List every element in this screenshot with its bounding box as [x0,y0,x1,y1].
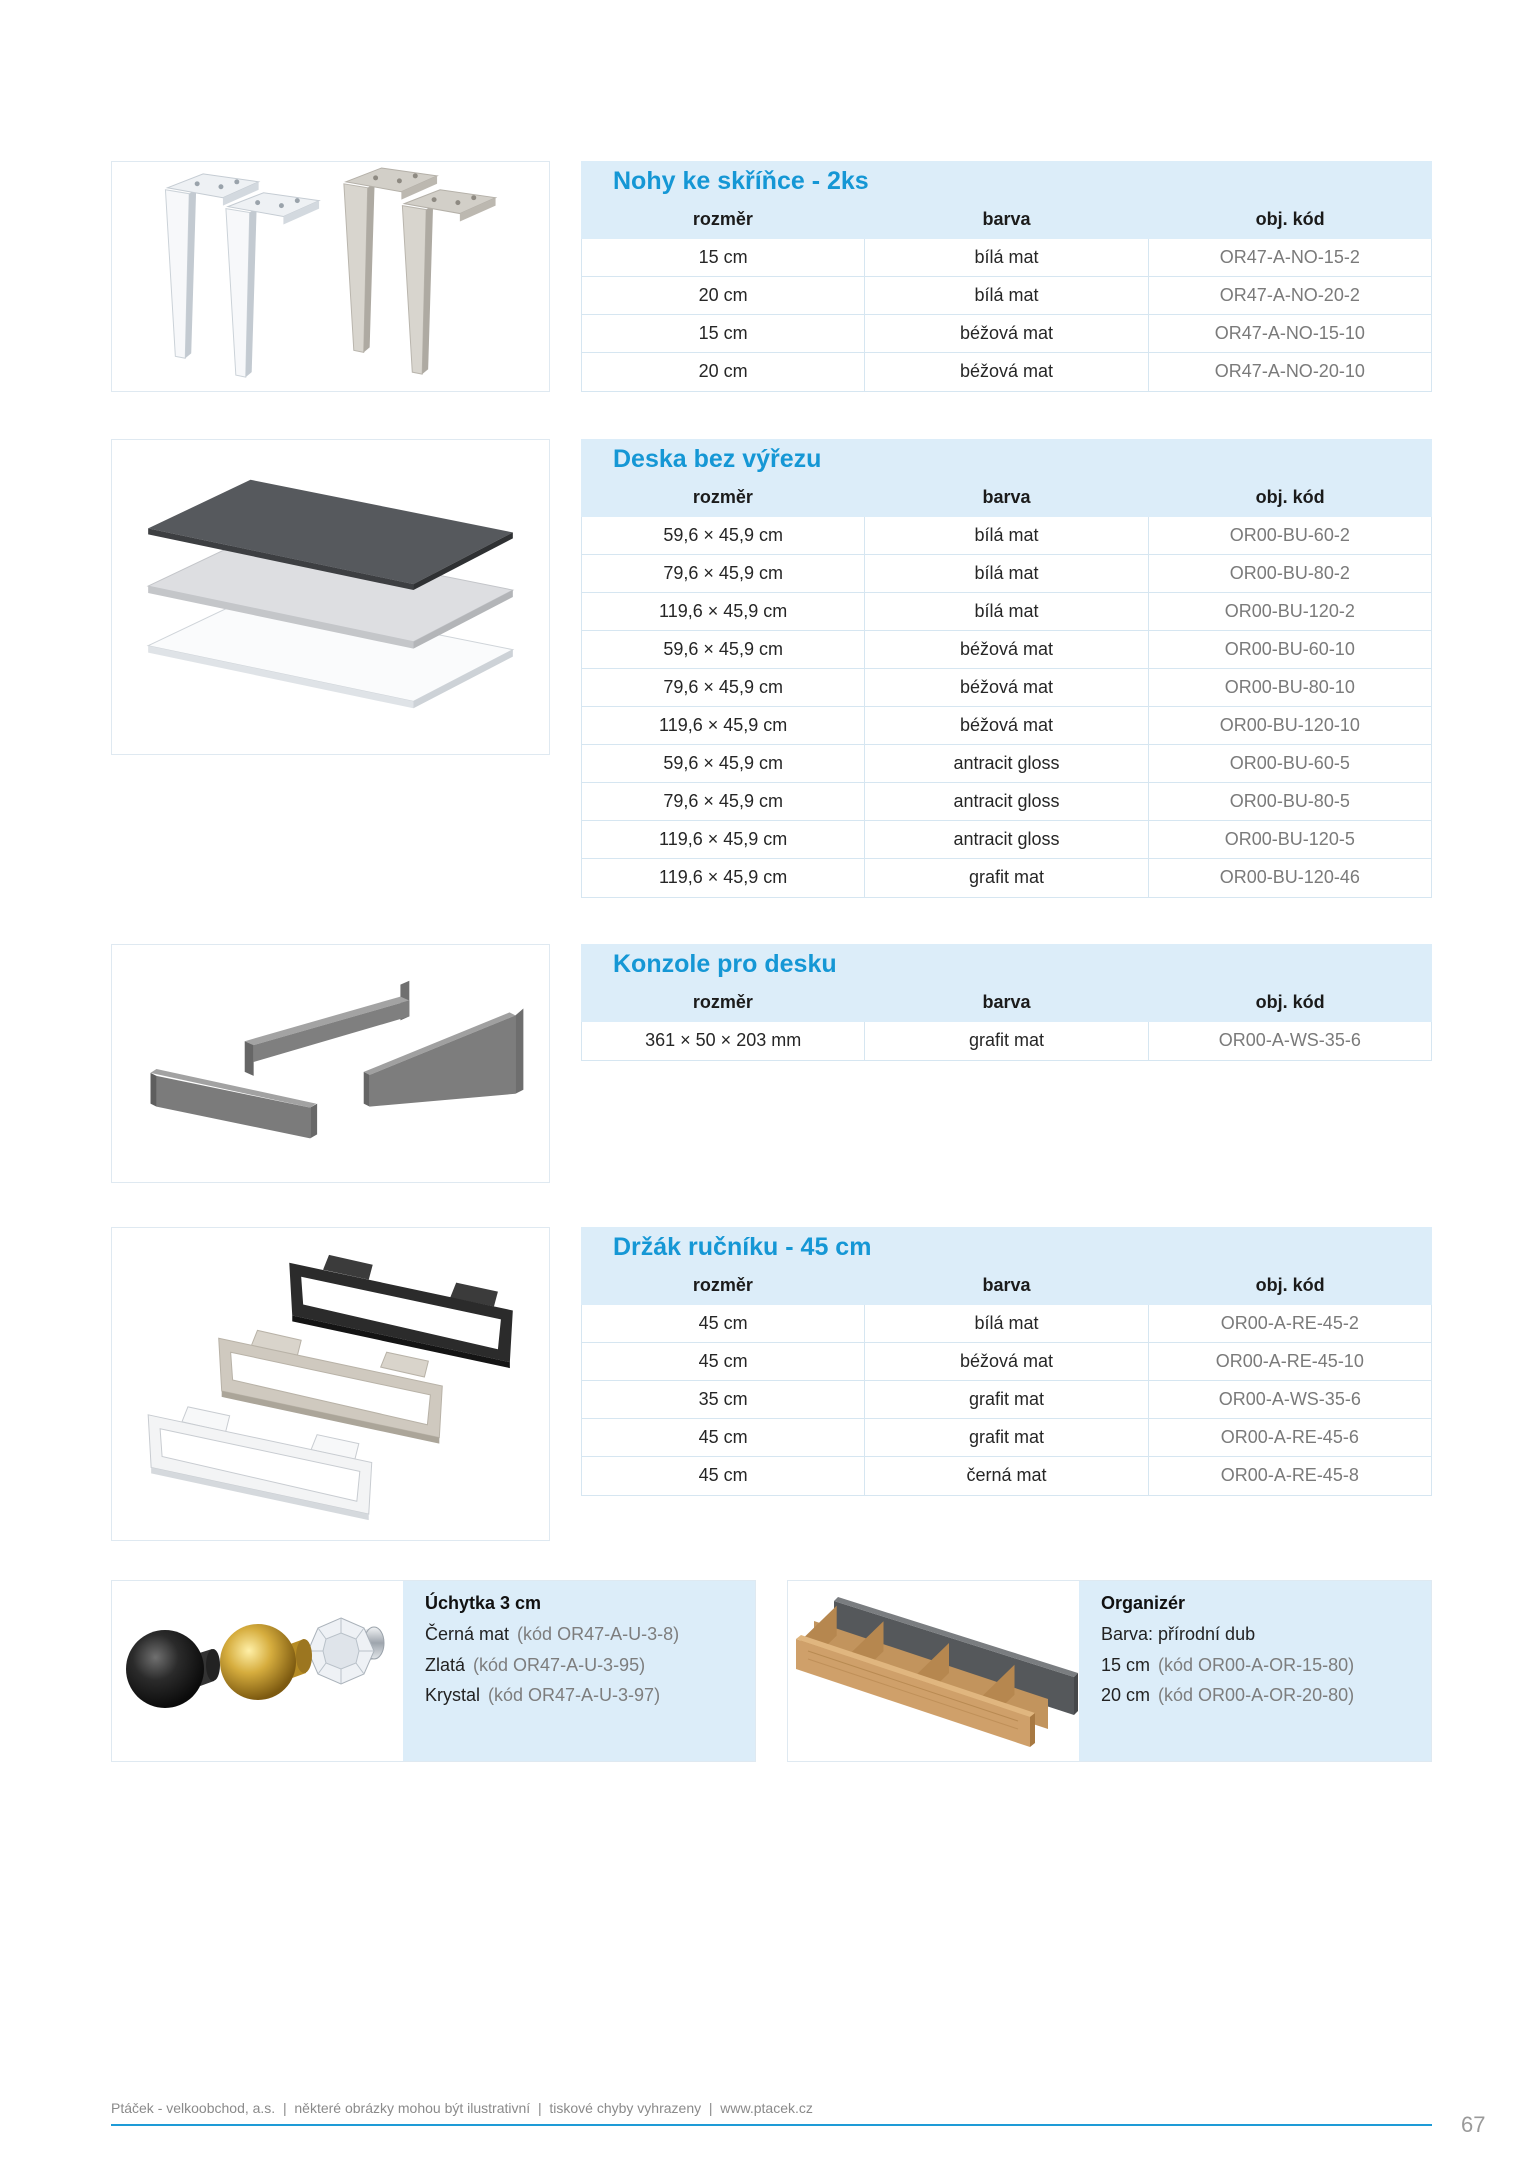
table-row [582,745,1431,783]
table-body [581,1305,1432,1496]
table-row [582,1419,1431,1457]
code-cell: OR00-BU-60-10 [1224,639,1355,659]
card-line-label: Krystal [425,1685,481,1705]
black-knob [126,1630,220,1708]
color-cell: grafit mat [865,1022,1148,1060]
size-cell: 79,6 × 45,9 cm [582,669,865,706]
column-header-code: obj. kód [1255,992,1325,1012]
color-cell: bílá mat [865,593,1148,630]
column-header-color: barva [982,209,1031,229]
product-card-organizer [787,1580,1432,1762]
size-cell: 79,6 × 45,9 cm [582,555,865,592]
card-line-code: (kód OR00-A-OR-15-80) [1158,1654,1355,1675]
color-cell: bílá mat [865,1305,1148,1342]
card-line-label: Zlatá [425,1654,466,1675]
color-cell: béžová mat [865,707,1148,744]
card-line-code: (kód OR47-A-U-3-97) [488,1685,661,1705]
color-cell: grafit mat [865,1381,1148,1418]
card-title: Organizér [1101,1593,1186,1613]
column-header-size: rozměr [692,487,753,507]
table-body [581,239,1432,392]
table-row [582,669,1431,707]
column-header-size: rozměr [692,1275,753,1295]
card-line [1101,1619,1431,1650]
column-header-color: barva [982,487,1031,507]
code-cell: OR47-A-NO-20-10 [1214,361,1365,381]
product-table-towel-holder [581,1227,1432,1496]
size-cell: 35 cm [582,1381,865,1418]
card-line [425,1680,755,1711]
gold-knob [220,1624,312,1700]
color-cell: béžová mat [865,1343,1148,1380]
section-title: Držák ručníku - 45 cm [613,1233,872,1261]
table-header [581,161,1432,239]
code-cell: OR00-BU-80-2 [1229,563,1350,583]
code-cell: OR00-A-RE-45-8 [1220,1465,1359,1485]
product-card-knobs [111,1580,756,1762]
card-line-label: 15 cm [1101,1654,1151,1675]
column-header-code: obj. kód [1255,487,1325,507]
card-line [425,1650,755,1681]
column-headers [581,984,1432,1020]
column-header-color: barva [982,1275,1031,1295]
color-cell: bílá mat [865,555,1148,592]
card-line-label: Černá mat [425,1624,510,1644]
color-cell: béžová mat [865,631,1148,668]
section-title: Konzole pro desku [613,950,837,978]
size-cell: 59,6 × 45,9 cm [582,517,865,554]
color-cell: grafit mat [865,1419,1148,1456]
size-cell: 79,6 × 45,9 cm [582,783,865,820]
towel-holder-image [111,1227,550,1541]
color-cell: bílá mat [865,239,1148,276]
color-cell: antracit gloss [865,745,1148,782]
card-text-panel [1079,1581,1431,1761]
cabinet-legs-image [111,161,550,392]
black-towel-holder [289,1255,513,1368]
product-table-countertop [581,439,1432,898]
table-row [582,631,1431,669]
console-illustration [112,945,549,1182]
table-row [582,821,1431,859]
card-line-label: 20 cm [1101,1685,1151,1705]
card-line-code: (kód OR00-A-OR-20-80) [1158,1685,1355,1705]
code-cell: OR00-BU-60-5 [1229,753,1350,773]
table-row [582,1022,1431,1060]
size-cell: 59,6 × 45,9 cm [582,745,865,782]
table-header [581,1227,1432,1305]
table-row [582,517,1431,555]
code-cell: OR00-A-RE-45-10 [1215,1351,1364,1371]
column-header-color: barva [982,992,1031,1012]
table-row [582,1381,1431,1419]
code-cell: OR00-BU-80-10 [1224,677,1355,697]
console-image [111,944,550,1183]
card-line [1101,1680,1431,1711]
column-header-size: rozměr [692,209,753,229]
knobs-image [112,1581,403,1761]
size-cell: 15 cm [582,239,865,276]
column-header-code: obj. kód [1255,1275,1325,1295]
card-line-code: (kód OR47-A-U-3-8) [517,1624,680,1644]
code-cell: OR00-BU-120-5 [1224,829,1355,849]
section-title: Deska bez výřezu [613,445,822,473]
page-number: 67 [1461,2112,1486,2137]
table-row [582,783,1431,821]
footer-divider [111,2124,1432,2126]
countertop-illustration [112,440,549,754]
crystal-knob [308,1618,384,1684]
towel-holder-illustration [112,1228,549,1540]
code-cell: OR47-A-NO-20-2 [1219,285,1360,305]
table-row [582,239,1431,277]
size-cell: 20 cm [582,353,865,391]
beige-leg [402,190,495,374]
size-cell: 361 × 50 × 203 mm [582,1022,865,1060]
code-cell: OR00-A-RE-45-6 [1220,1427,1359,1447]
table-header [581,944,1432,1022]
cabinet-legs-illustration [112,162,549,391]
footer-text: Ptáček - velkoobchod, a.s. | některé obrázky mohou být ilustrativní | tiskové chyby vyhrazeny | www.ptacek.cz [111,2100,813,2116]
size-cell: 119,6 × 45,9 cm [582,859,865,897]
card-text-panel [403,1581,755,1761]
size-cell: 20 cm [582,277,865,314]
table-row [582,593,1431,631]
table-row [582,1305,1431,1343]
size-cell: 45 cm [582,1305,865,1342]
color-cell: antracit gloss [865,821,1148,858]
color-cell: antracit gloss [865,783,1148,820]
table-row [582,315,1431,353]
size-cell: 45 cm [582,1457,865,1495]
console-bracket-triangle [364,1008,524,1106]
table-header [581,439,1432,517]
table-row [582,707,1431,745]
color-cell: černá mat [865,1457,1148,1495]
code-cell: OR00-BU-120-2 [1224,601,1355,621]
table-body [581,1022,1432,1061]
color-cell: béžová mat [865,315,1148,352]
code-cell: OR00-A-RE-45-2 [1220,1313,1359,1333]
beige-towel-holder [219,1330,443,1443]
size-cell: 119,6 × 45,9 cm [582,821,865,858]
size-cell: 15 cm [582,315,865,352]
color-cell: béžová mat [865,353,1148,391]
card-title: Úchytka 3 cm [425,1593,542,1613]
organizer-illustration [788,1581,1079,1761]
console-bracket-short [151,1069,318,1138]
code-cell: OR00-BU-60-2 [1229,525,1350,545]
table-row [582,1457,1431,1495]
table-row [582,277,1431,315]
size-cell: 45 cm [582,1343,865,1380]
code-cell: OR47-A-NO-15-2 [1219,247,1360,267]
color-cell: béžová mat [865,669,1148,706]
card-line-code: (kód OR47-A-U-3-95) [473,1654,646,1675]
color-cell: bílá mat [865,517,1148,554]
column-header-size: rozměr [692,992,753,1012]
code-cell: OR00-BU-120-46 [1219,867,1360,887]
column-headers [581,1267,1432,1303]
code-cell: OR47-A-NO-15-10 [1214,323,1365,343]
size-cell: 45 cm [582,1419,865,1456]
color-cell: bílá mat [865,277,1148,314]
size-cell: 119,6 × 45,9 cm [582,707,865,744]
knobs-illustration [112,1581,403,1761]
table-row [582,353,1431,391]
color-cell: grafit mat [865,859,1148,897]
organizer-image [788,1581,1079,1761]
code-cell: OR00-BU-120-10 [1219,715,1360,735]
column-headers [581,479,1432,515]
card-line-label: Barva: přírodní dub [1101,1624,1256,1644]
column-header-code: obj. kód [1255,209,1325,229]
size-cell: 59,6 × 45,9 cm [582,631,865,668]
table-row [582,859,1431,897]
code-cell: OR00-A-WS-35-6 [1218,1030,1361,1050]
countertop-image [111,439,550,755]
section-title: Nohy ke skříňce - 2ks [613,167,869,195]
white-towel-holder [148,1407,372,1520]
white-leg [226,193,319,377]
code-cell: OR00-A-WS-35-6 [1218,1389,1361,1409]
card-line [425,1619,755,1650]
table-row [582,555,1431,593]
product-table-console [581,944,1432,1061]
size-cell: 119,6 × 45,9 cm [582,593,865,630]
table-row [582,1343,1431,1381]
console-bracket-long [245,981,410,1076]
product-table-cabinet-legs [581,161,1432,392]
card-line [1101,1650,1431,1681]
code-cell: OR00-BU-80-5 [1229,791,1350,811]
table-body [581,517,1432,898]
column-headers [581,201,1432,237]
